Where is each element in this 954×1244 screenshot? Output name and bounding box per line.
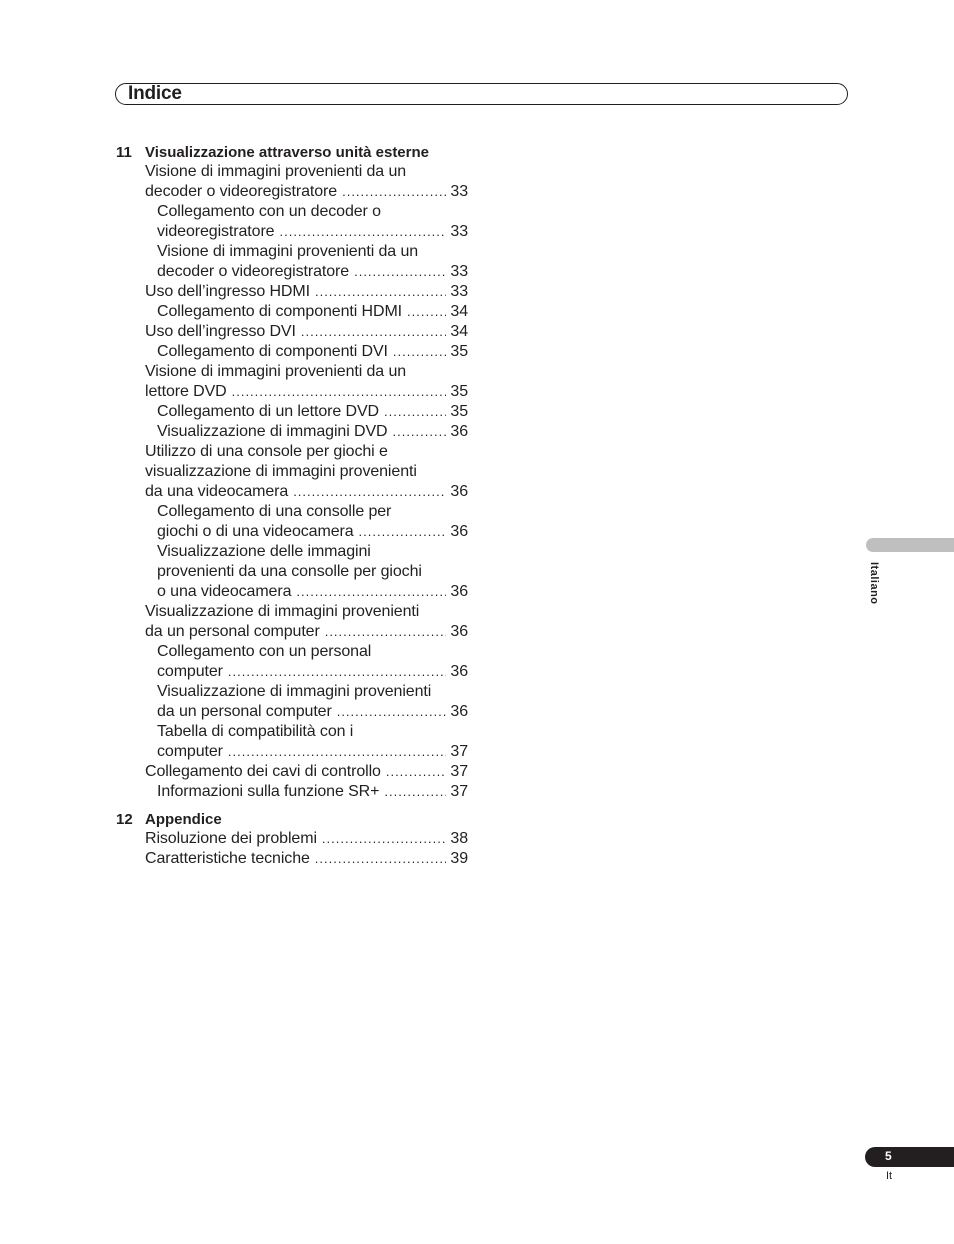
- dot-leader: [337, 702, 446, 722]
- toc-entry-text: Visione di immagini provenienti da un: [157, 243, 419, 260]
- toc-entry[interactable]: [145, 542, 468, 602]
- toc-entry[interactable]: [145, 362, 468, 402]
- dot-leader: [384, 782, 446, 802]
- toc-entry-text: Collegamento di un lettore DVD: [157, 403, 380, 420]
- chapter-number: 11: [116, 144, 132, 161]
- toc-entry-last-line: [145, 282, 468, 302]
- toc-entry-last-line: [145, 322, 468, 342]
- toc-entry-text: computer: [157, 663, 223, 680]
- language-tab: [866, 538, 954, 552]
- toc-entry-text: Visualizzazione delle immagini: [157, 543, 371, 560]
- toc-page-number: 35: [450, 383, 468, 400]
- toc-entry-text: Visualizzazione di immagini provenienti: [145, 603, 420, 620]
- toc-entry[interactable]: [145, 402, 468, 422]
- page-language-code: It: [886, 1170, 893, 1182]
- dot-leader: [301, 322, 446, 342]
- toc-entry-last-line: [145, 182, 468, 202]
- toc-entry[interactable]: [145, 602, 468, 642]
- chapter-title: Visualizzazione attraverso unità esterne: [145, 144, 429, 161]
- dot-leader: [315, 849, 446, 869]
- toc-entry-text: videoregistratore: [157, 223, 275, 240]
- toc-chapter: [116, 143, 468, 802]
- toc-page-number: 38: [450, 830, 468, 847]
- toc-entry-last-line: [157, 662, 468, 682]
- toc-entry[interactable]: [145, 162, 468, 202]
- toc-chapter: [116, 810, 468, 869]
- dot-leader: [315, 282, 446, 302]
- toc-page-number: 39: [450, 850, 468, 867]
- toc-entry-text: lettore DVD: [145, 383, 227, 400]
- toc-entry-text: Uso dell’ingresso HDMI: [145, 283, 310, 300]
- toc-entry-last-line: [145, 849, 468, 869]
- language-tab-label: Italiano: [868, 562, 880, 605]
- toc-entry-last-line: [145, 829, 468, 849]
- toc-entry-last-line: [157, 342, 468, 362]
- toc-entry[interactable]: [145, 302, 468, 322]
- toc-entry-text: Collegamento di componenti DVI: [157, 343, 388, 360]
- toc-entry-text: Utilizzo di una console per giochi e: [145, 443, 388, 460]
- toc-entry-text: Collegamento di componenti HDMI: [157, 303, 403, 320]
- toc-entry-text: decoder o videoregistratore: [157, 263, 350, 280]
- dot-leader: [322, 829, 446, 849]
- toc-page-number: 33: [450, 223, 468, 240]
- toc-entry-text: Collegamento con un personal: [157, 643, 372, 660]
- toc-entry[interactable]: [145, 502, 468, 542]
- toc-entry-text: visualizzazione di immagini provenienti: [145, 463, 417, 480]
- toc-entry-text: provenienti da una consolle per giochi: [157, 563, 422, 580]
- toc-entry[interactable]: [145, 782, 468, 802]
- toc-entry-text: Collegamento dei cavi di controllo: [145, 763, 381, 780]
- toc-entry-text: Collegamento con un decoder o: [157, 203, 381, 220]
- toc-entry-text: giochi o di una videocamera: [157, 523, 354, 540]
- toc-entry-last-line: [145, 382, 468, 402]
- toc-entry[interactable]: [145, 202, 468, 242]
- dot-leader: [359, 522, 446, 542]
- toc-page-number: 36: [450, 623, 468, 640]
- toc-entry[interactable]: [145, 282, 468, 302]
- dot-leader: [354, 262, 446, 282]
- dot-leader: [386, 762, 446, 782]
- toc-entry-last-line: [145, 482, 468, 502]
- toc-entry-text: Informazioni sulla funzione SR+: [157, 783, 380, 800]
- toc-page-number: 34: [450, 303, 468, 320]
- page-title: Indice: [128, 83, 182, 104]
- toc-page-number: 35: [450, 403, 468, 420]
- toc-entry-last-line: [157, 422, 468, 442]
- toc-entry-last-line: [157, 222, 468, 242]
- toc-entry[interactable]: [145, 322, 468, 342]
- toc-entry-last-line: [157, 782, 468, 802]
- toc-entry-last-line: [157, 262, 468, 282]
- toc-entry[interactable]: [145, 342, 468, 362]
- toc-page-number: 37: [450, 743, 468, 760]
- dot-leader: [393, 342, 446, 362]
- dot-leader: [325, 622, 446, 642]
- toc-entry-last-line: [157, 522, 468, 542]
- dot-leader: [228, 662, 446, 682]
- toc-page-number: 36: [450, 663, 468, 680]
- toc-entry[interactable]: [145, 849, 468, 869]
- toc-page-number: 37: [450, 783, 468, 800]
- dot-leader: [232, 382, 446, 402]
- toc-entry[interactable]: [145, 642, 468, 682]
- toc-entry-text: decoder o videoregistratore: [145, 183, 338, 200]
- page-number: 5: [885, 1149, 892, 1163]
- toc-entry-text: Uso dell’ingresso DVI: [145, 323, 296, 340]
- toc-entry-last-line: [145, 762, 468, 782]
- chapter-number: 12: [116, 811, 133, 828]
- dot-leader: [228, 742, 446, 762]
- toc-page-number: 36: [450, 583, 468, 600]
- dot-leader: [279, 222, 446, 242]
- toc-page-number: 36: [450, 703, 468, 720]
- toc-entry-text: Visualizzazione di immagini DVD: [157, 423, 388, 440]
- toc-entry-last-line: [157, 582, 468, 602]
- toc-page-number: 36: [450, 483, 468, 500]
- page-number-tab: [865, 1147, 954, 1167]
- toc-entry[interactable]: [145, 829, 468, 849]
- toc-entry[interactable]: [145, 422, 468, 442]
- toc-page-number: 34: [450, 323, 468, 340]
- toc-entry-last-line: [145, 622, 468, 642]
- toc-entry-last-line: [157, 302, 468, 322]
- toc-entry-text: da un personal computer: [157, 703, 332, 720]
- toc-entry-text: da una videocamera: [145, 483, 289, 500]
- toc-entry-text: Risoluzione dei problemi: [145, 830, 317, 847]
- toc-entry-text: o una videocamera: [157, 583, 292, 600]
- toc-entry-text: Visione di immagini provenienti da un: [145, 163, 407, 180]
- dot-leader: [293, 482, 446, 502]
- dot-leader: [407, 302, 446, 322]
- toc-entry[interactable]: [145, 442, 468, 502]
- toc-entry[interactable]: [145, 762, 468, 782]
- chapter-title: Appendice: [145, 811, 222, 828]
- toc-page-number: 33: [450, 283, 468, 300]
- header-bar: [115, 83, 848, 105]
- toc-page-number: 35: [450, 343, 468, 360]
- toc-entry[interactable]: [145, 682, 468, 722]
- toc-entry-last-line: [157, 702, 468, 722]
- toc-entry-last-line: [157, 742, 468, 762]
- toc-entry-last-line: [157, 402, 468, 422]
- dot-leader: [296, 582, 446, 602]
- toc-entry[interactable]: [145, 722, 468, 762]
- toc-entry-text: da un personal computer: [145, 623, 320, 640]
- dot-leader: [384, 402, 446, 422]
- toc-entry-text: Visualizzazione di immagini provenienti: [157, 683, 432, 700]
- dot-leader: [342, 182, 446, 202]
- toc-page-number: 37: [450, 763, 468, 780]
- toc-entry-text: computer: [157, 743, 223, 760]
- toc-entry-text: Collegamento di una consolle per: [157, 503, 392, 520]
- table-of-contents: [116, 143, 468, 869]
- toc-page-number: 36: [450, 423, 468, 440]
- toc-entry-text: Caratteristiche tecniche: [145, 850, 310, 867]
- toc-page-number: 36: [450, 523, 468, 540]
- dot-leader: [392, 422, 446, 442]
- toc-entry-text: Visione di immagini provenienti da un: [145, 363, 407, 380]
- toc-entry[interactable]: [145, 242, 468, 282]
- toc-entry-text: Tabella di compatibilità con i: [157, 723, 354, 740]
- toc-page-number: 33: [450, 183, 468, 200]
- toc-page-number: 33: [450, 263, 468, 280]
